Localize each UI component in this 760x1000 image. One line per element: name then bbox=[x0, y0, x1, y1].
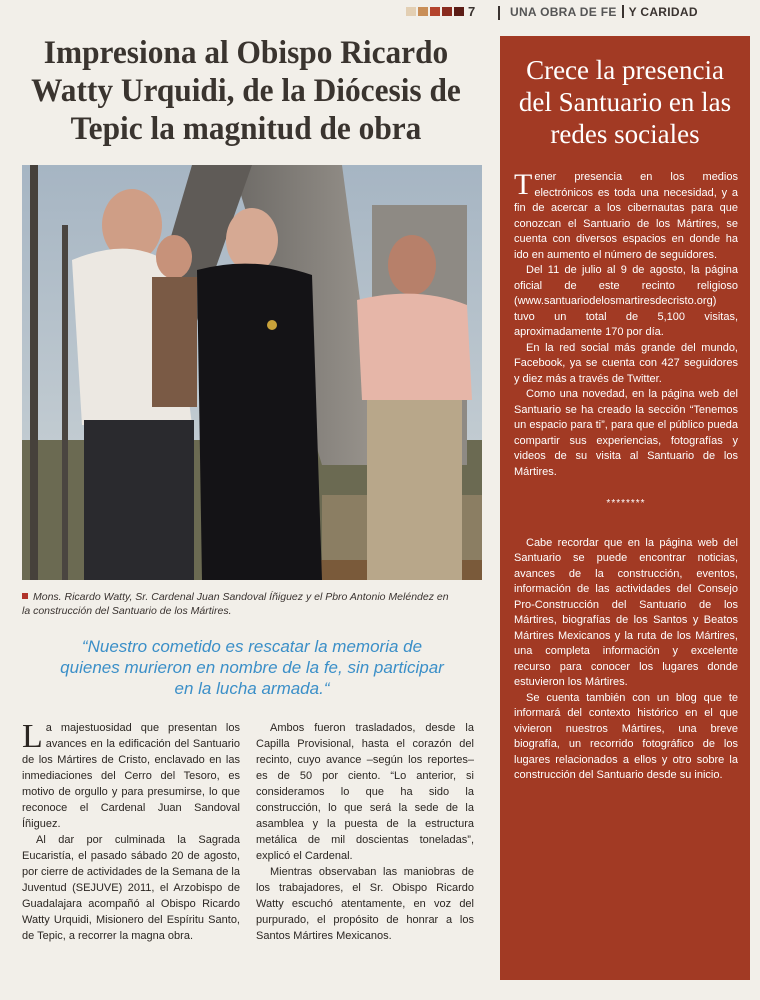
color-swatch-3 bbox=[430, 7, 440, 16]
sidebar-paragraph-4: Como una novedad, en la página web del Santuario se ha creado la sección “Tenemos un espacio para ti”, para que el público pueda compartir sus experiencias, fotografías y videos de su visita al Santuario de los Mártires. bbox=[514, 388, 738, 478]
column-1-paragraph-1: a majestuosidad que presentan los avances en la edificación del Santuario de los Mártires de Cristo, enclavado en las inmediaciones del Cerro del Tesoro, es motivo de orgullo y para presumirse, lo que reconoce el Cardenal Juan Sandoval Íñiguez. bbox=[22, 722, 240, 830]
header-divider bbox=[498, 6, 500, 20]
article-column-1 bbox=[22, 720, 240, 944]
sidebar-drop-cap: T bbox=[514, 168, 533, 201]
photo-caption bbox=[22, 590, 484, 618]
article-photo bbox=[22, 165, 482, 580]
sidebar-separator: ******** bbox=[606, 498, 646, 509]
article-headline: Impresiona al Obispo Ricardo Watty Urquidi, de la Diócesis de Tepic la magnitud de obra bbox=[31, 35, 461, 147]
section-title-a: UNA OBRA DE FE bbox=[510, 5, 617, 19]
color-swatch-5 bbox=[454, 7, 464, 16]
drop-cap: L bbox=[22, 718, 43, 755]
section-title-divider bbox=[622, 5, 624, 18]
page-number: 7 bbox=[468, 4, 476, 19]
color-swatch-1 bbox=[406, 7, 416, 16]
column-2-paragraph-2: Mientras observaban las maniobras de los trabajadores, el Sr. Obispo Ricardo Watty escuchó atentamente, en voz del purpurado, el propósito de honrar a los Santos Mártires Mexicanos. bbox=[256, 866, 474, 942]
pull-quote: “Nuestro cometido es rescatar la memoria de quienes murieron en nombre de la fe, sin participar en la lucha armada.“ bbox=[60, 637, 444, 698]
column-2-paragraph-1: Ambos fueron trasladados, desde la Capilla Provisional, hasta el corazón del recinto, cuyo avance –según los reportes– es de 50 por ciento. “Lo anterior, si consideramos lo que ha sido la construcción, lo que será la sede de la asamblea y la puesta de la estructura metálica de mil doscientas toneladas”, explicó el Cardenal. bbox=[256, 722, 474, 862]
color-swatch-2 bbox=[418, 7, 428, 16]
sidebar-title: Crece la presencia del Santuario en las redes sociales bbox=[518, 55, 732, 149]
sidebar-box bbox=[500, 36, 750, 980]
color-swatch-4 bbox=[442, 7, 452, 16]
column-1-paragraph-2: Al dar por culminada la Sagrada Eucaristía, el pasado sábado 20 de agosto, por cierre de actividades de la Semana de la Juventud (SEJUVE) 2011, el Arzobispo de Guadalajara acompañó al Obispo Ricardo Watty Urquidi, Misionero del Espíritu Santo, de Tepic, a recorrer la magna obra. bbox=[22, 834, 240, 942]
sidebar-text bbox=[500, 170, 750, 784]
sidebar-paragraph-2: Del 11 de julio al 9 de agosto, la página oficial de este recinto religioso (www.santuariodelosmartiresdecristo.org) tuvo un total de 5,100 visitas, aproximadamente 170 por día. bbox=[514, 264, 738, 338]
section-title bbox=[510, 5, 698, 19]
sidebar-paragraph-1: ener presencia en los medios electrónicos es toda una necesidad, y a fin de acercar a los cibernautas para que conozcan el Santuario de los Mártires, se cuenta con diversos espacios en donde ha ido en aumento el número de seguidores. bbox=[514, 171, 738, 261]
caption-line-2: la construcción del Santuario de los Mártires. bbox=[22, 605, 232, 617]
article-column-2 bbox=[256, 720, 474, 944]
caption-marker bbox=[22, 593, 28, 599]
sidebar-paragraph-6: Se cuenta también con un blog que te informará del contexto histórico en el que vivieron nuestros Mártires, una breve biografía, un recorrido fotográfico de los lugares relacionados a ellos y otro sobre la construcción del Santuario desde su inicio. bbox=[514, 691, 738, 781]
color-swatch-bar bbox=[406, 7, 464, 16]
sidebar-paragraph-3: En la red social más grande del mundo, Facebook, ya se cuenta con 427 seguidores y diez más a través de Twitter. bbox=[514, 341, 738, 385]
sidebar-paragraph-5: Cabe recordar que en la página web del Santuario se puede encontrar noticias, avances de la construcción, eventos, información de las actividades del Consejo Pro-Construcción del Santuario de los Mártires, biografías de los Santos y Beatos Mártires Mexicanos y la ruta de los Mártires, una completa información y excelente recurso para conocer los lugares donde estuvieron los Mártires. bbox=[514, 536, 738, 688]
caption-line-1: Mons. Ricardo Watty, Sr. Cardenal Juan Sandoval Íñiguez y el Pbro Antonio Meléndez en bbox=[33, 591, 449, 603]
section-title-b: Y CARIDAD bbox=[628, 5, 698, 19]
